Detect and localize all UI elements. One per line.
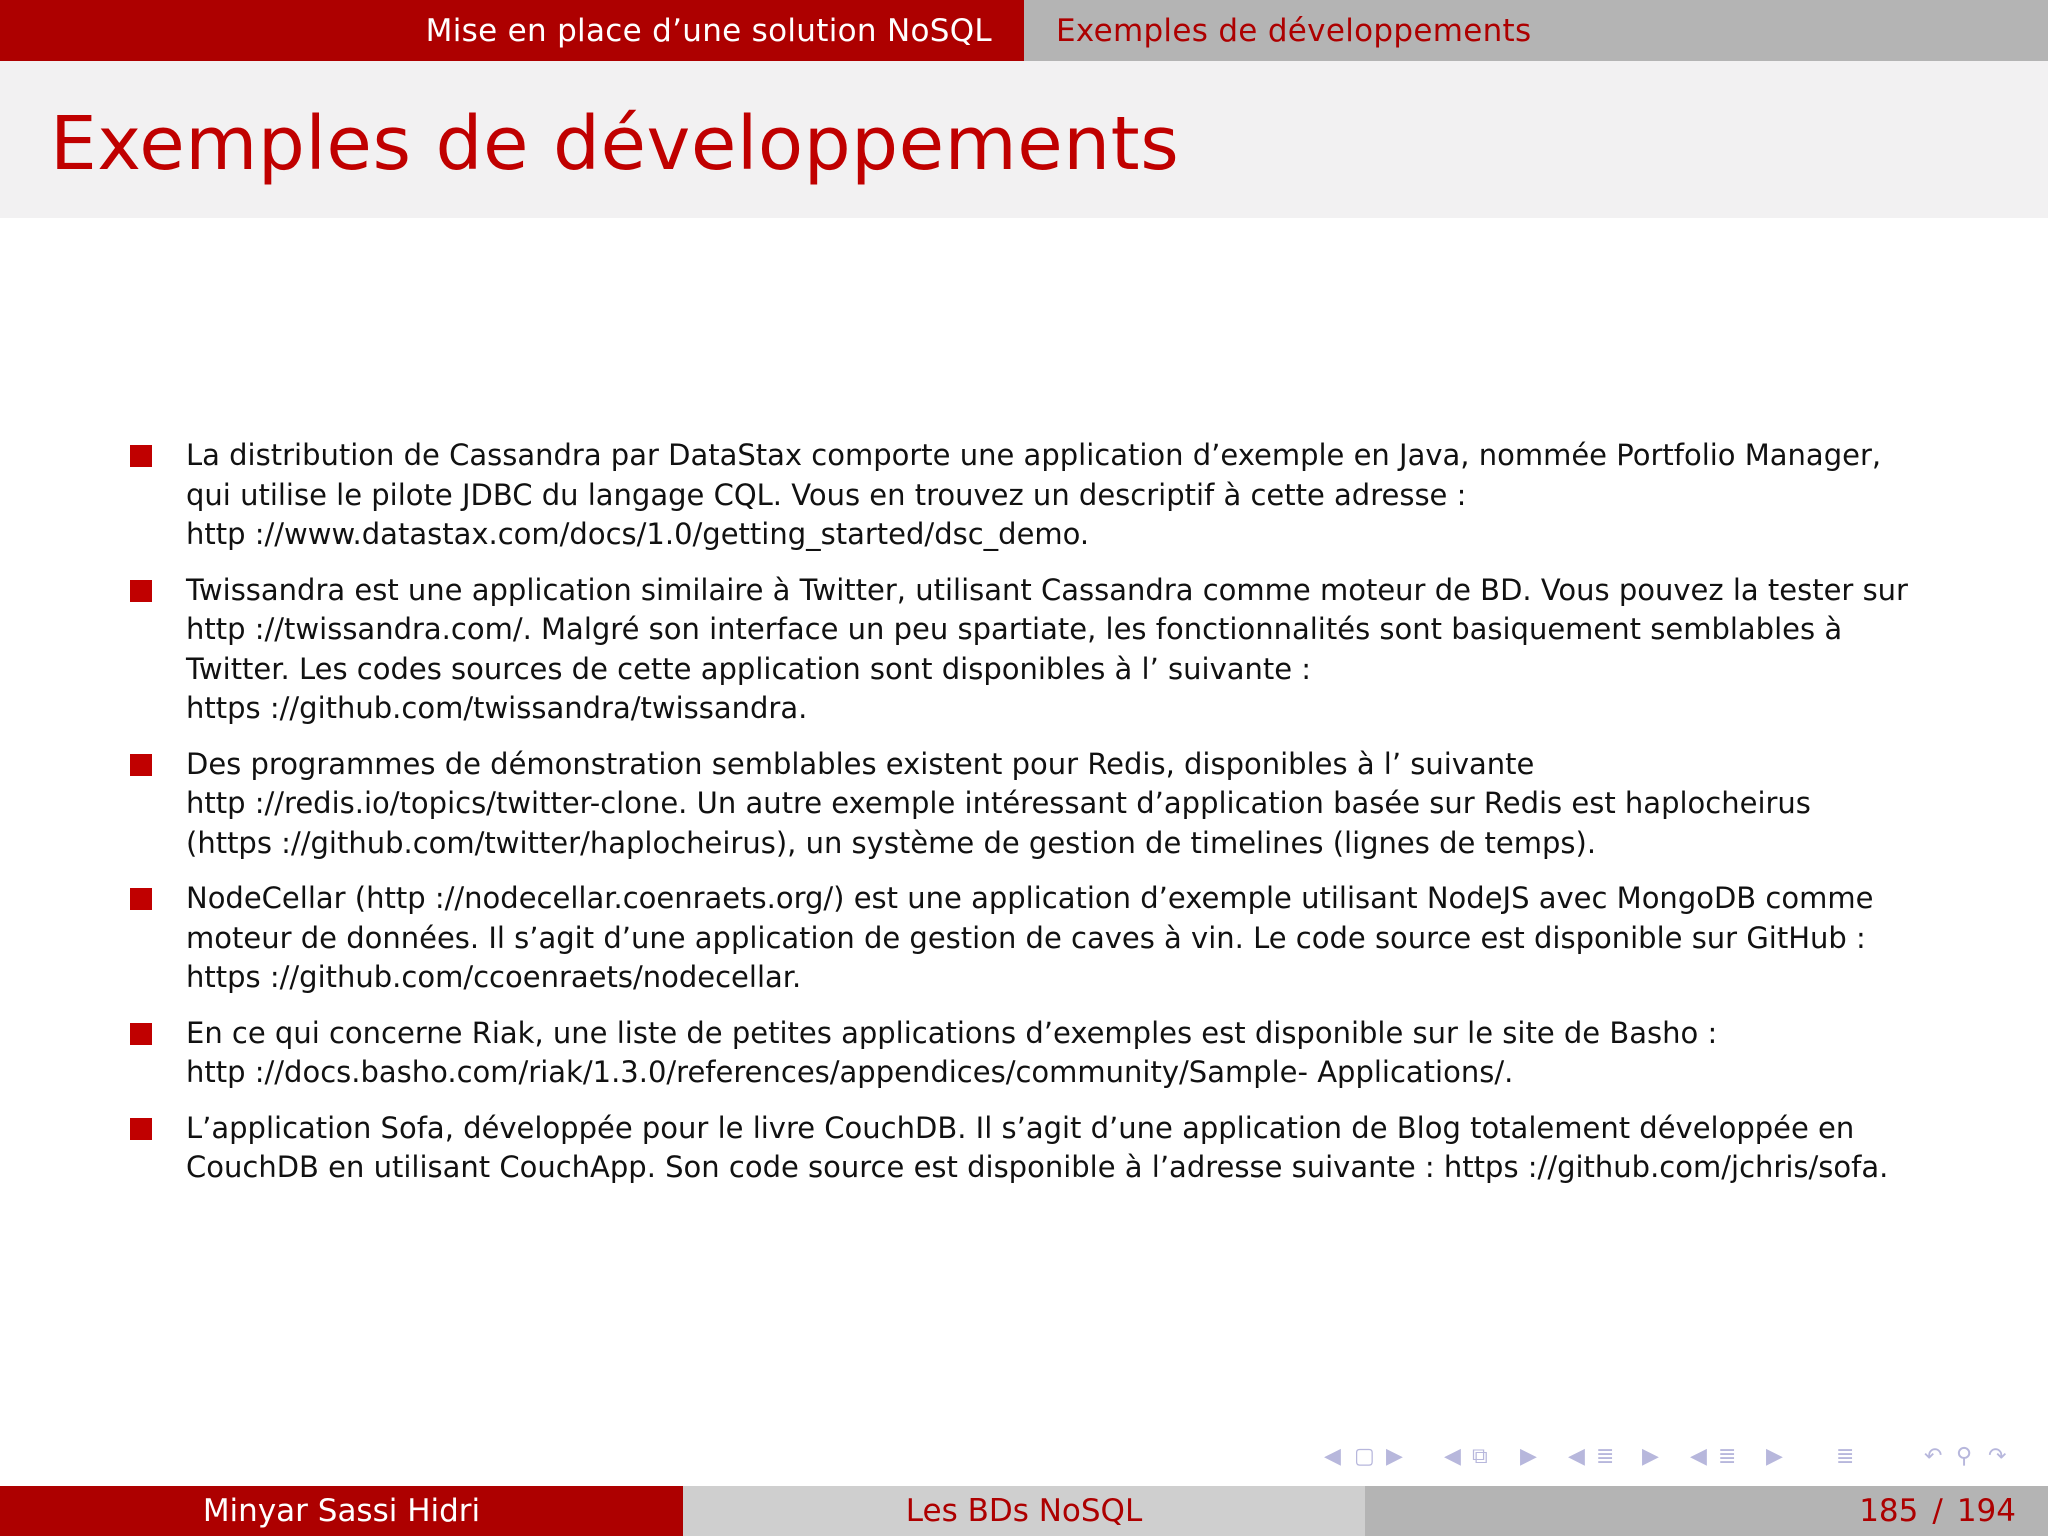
page-number-separator: / xyxy=(1932,1493,1943,1529)
nav-subsection-prev-icon[interactable]: ◀ xyxy=(1444,1444,1461,1469)
header-subsection-link[interactable] xyxy=(1024,0,2048,61)
nav-part-prev-icon[interactable]: ◀ xyxy=(1690,1444,1707,1469)
footer-author-box xyxy=(0,1486,683,1536)
list-item-line: moteur de données. Il s’agit d’une application de gestion de caves à vin. Le code source est disponible sur GitHub : xyxy=(186,920,1866,955)
list-item xyxy=(128,436,1988,555)
footer-short-title: Les BDs NoSQL xyxy=(905,1493,1143,1529)
square-bullet-icon xyxy=(130,445,152,467)
nav-section-next-icon[interactable]: ▶ xyxy=(1642,1444,1659,1469)
list-item-line: En ce qui concerne Riak, une liste de petites applications d’exemples est disponible sur le site de Basho : xyxy=(186,1015,1718,1050)
nav-appendix-icon[interactable]: ≣ xyxy=(1836,1444,1855,1469)
list-item-line: CouchDB en utilisant CouchApp. Son code source est disponible à l’adresse suivante : https ://github.com/jchris/sofa. xyxy=(186,1150,1889,1184)
list-item xyxy=(128,1014,1988,1093)
list-item-line: qui utilise le pilote JDBC du langage CQL. Vous en trouvez un descriptif à cette adresse : xyxy=(186,477,1467,512)
page-number-total: 194 xyxy=(1956,1493,2016,1529)
list-item-line: http ://docs.basho.com/riak/1.3.0/references/appendices/community/Sample- Applications/. xyxy=(186,1055,1514,1089)
footer-title-box xyxy=(683,1486,1365,1536)
list-item-line: La distribution de Cassandra par DataStax comporte une application d’exemple en Java, nommée Portfolio Manager, xyxy=(186,438,1882,472)
square-bullet-icon xyxy=(130,754,152,776)
list-item-line: Twissandra est une application similaire à Twitter, utilisant Cassandra comme moteur de BD. Vous pouvez la tester sur xyxy=(186,572,1908,607)
list-item xyxy=(128,1109,1988,1188)
header-section-label: Mise en place d’une solution NoSQL xyxy=(425,12,992,49)
square-bullet-icon xyxy=(130,580,152,602)
frame-title: Exemples de développements xyxy=(50,101,1180,187)
list-item-line: https ://github.com/twissandra/twissandra. xyxy=(186,691,808,725)
nav-frame-icon[interactable]: ▢ xyxy=(1354,1444,1375,1469)
slide-content xyxy=(128,436,1988,1204)
footer-author: Minyar Sassi Hidri xyxy=(202,1493,481,1529)
nav-part-icon[interactable]: ≣ xyxy=(1718,1444,1737,1469)
nav-frame-prev-icon[interactable]: ◀ xyxy=(1324,1444,1341,1469)
nav-section-icon[interactable]: ≣ xyxy=(1596,1444,1615,1469)
list-item-line: Twitter. Les codes sources de cette application sont disponibles à l’ suivante : xyxy=(186,651,1312,686)
list-item-line: Des programmes de démonstration semblables existent pour Redis, disponibles à l’ suivante xyxy=(186,746,1535,781)
nav-subsection-icon[interactable]: ⧉ xyxy=(1472,1444,1488,1469)
nav-part-next-icon[interactable]: ▶ xyxy=(1766,1444,1783,1469)
footer-bar xyxy=(0,1486,2048,1536)
list-item xyxy=(128,571,1988,729)
header-subsection-label: Exemples de développements xyxy=(1056,12,1532,49)
square-bullet-icon xyxy=(130,1023,152,1045)
nav-back-icon[interactable]: ↶ xyxy=(1924,1444,1943,1469)
list-item-line: NodeCellar (http ://nodecellar.coenraets.org/) est une application d’exemple utilisant NodeJS avec MongoDB comme xyxy=(186,881,1874,915)
header-section-link[interactable] xyxy=(0,0,1024,61)
list-item-line: http ://redis.io/topics/twitter-clone. Un autre exemple intéressant d’application basée sur Redis est haplocheirus xyxy=(186,786,1811,820)
bullet-list xyxy=(128,436,1988,1188)
list-item xyxy=(128,879,1988,998)
nav-section-prev-icon[interactable]: ◀ xyxy=(1568,1444,1585,1469)
square-bullet-icon xyxy=(130,888,152,910)
header-navigation-bar xyxy=(0,0,2048,61)
list-item-line: http ://twissandra.com/. Malgré son interface un peu spartiate, les fonctionnalités sont basiquement semblables à xyxy=(186,612,1843,646)
page-number-current: 185 xyxy=(1859,1493,1919,1529)
nav-search-icon[interactable]: ⚲ xyxy=(1956,1444,1973,1469)
list-item-line: L’application Sofa, développée pour le livre CouchDB. Il s’agit d’une application de Blog totalement développée en xyxy=(186,1110,1855,1145)
nav-forward-icon[interactable]: ↷ xyxy=(1988,1444,2007,1469)
list-item-line: https ://github.com/ccoenraets/nodecellar. xyxy=(186,960,802,994)
frame-title-bar xyxy=(0,61,2048,218)
list-item-line: http ://www.datastax.com/docs/1.0/getting_started/dsc_demo. xyxy=(186,517,1090,551)
nav-frame-next-icon[interactable]: ▶ xyxy=(1386,1444,1403,1469)
square-bullet-icon xyxy=(130,1118,152,1140)
list-item-line: (https ://github.com/twitter/haplocheirus), un système de gestion de timelines (lignes de temps). xyxy=(186,825,1597,860)
beamer-navigation-symbols xyxy=(1320,1440,2040,1474)
list-item xyxy=(128,745,1988,864)
footer-page-box xyxy=(1365,1486,2048,1536)
nav-subsection-next-icon[interactable]: ▶ xyxy=(1520,1444,1537,1469)
